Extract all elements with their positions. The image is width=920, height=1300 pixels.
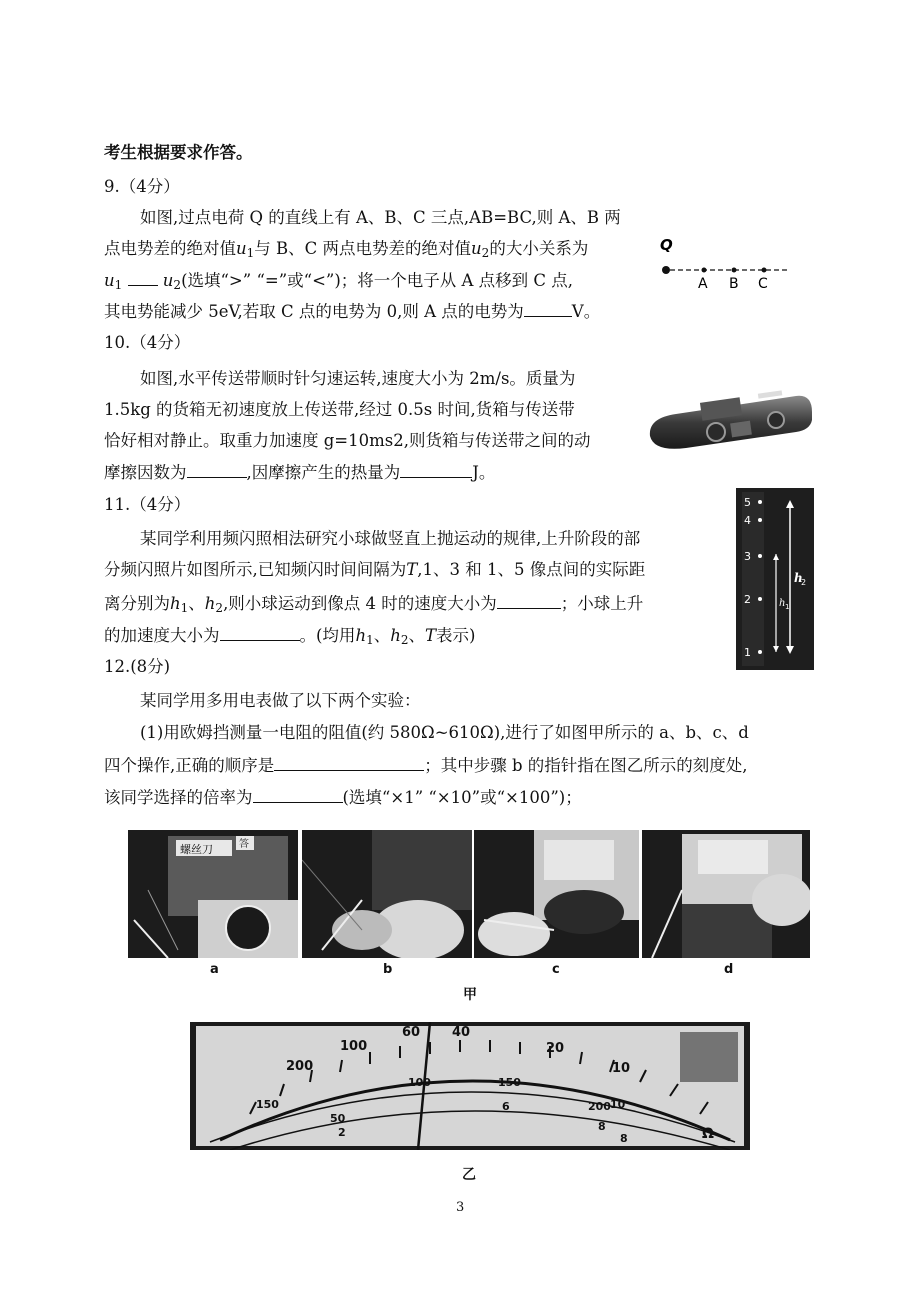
- svg-text:螺丝刀: 螺丝刀: [180, 843, 213, 856]
- photo-b: [302, 830, 472, 958]
- photo-a-caption: a: [210, 962, 219, 977]
- svg-text:20: 20: [546, 1041, 565, 1056]
- q9-line-2: 点电势差的绝对值$u_1$与 B、C 两点电势差的绝对值$u_2$的大小关系为: [104, 239, 589, 260]
- q11-line-2: 分频闪照片如图所示,已知频闪时间间隔为T,1、3 和 1、5 像点间的实际距: [104, 560, 646, 579]
- svg-text:200: 200: [588, 1100, 611, 1113]
- strobe-photo-figure: [736, 488, 814, 670]
- photo-a: [128, 830, 298, 958]
- q10-line-2: 1.5kg 的货箱无初速度放上传送带,经过 0.5s 时间,货箱与传送带: [104, 400, 575, 419]
- charge-point: [662, 266, 670, 274]
- svg-text:200: 200: [286, 1059, 314, 1074]
- q9-line-1: 如图,过点电荷 Q 的直线上有 A、B、C 三点,AB=BC,则 A、B 两: [140, 208, 621, 227]
- q11-line-3: 离分别为$h_1$、$h_2$,则小球运动到像点 4 时的速度大小为 ；小球上升: [104, 590, 643, 621]
- svg-text:2: 2: [744, 593, 751, 606]
- answer-blank[interactable]: [187, 459, 247, 478]
- figure-yi-caption: 乙: [462, 1167, 476, 1183]
- q10-line-4: 摩擦因数为 ,因摩擦产生的热量为 J。: [104, 459, 495, 486]
- photo-c-caption: c: [552, 962, 560, 977]
- svg-text:8: 8: [620, 1132, 628, 1145]
- answer-blank[interactable]: [497, 590, 561, 609]
- svg-text:2: 2: [338, 1126, 346, 1139]
- svg-text:5: 5: [744, 496, 751, 509]
- svg-text:3: 3: [744, 550, 751, 563]
- q12-line-1: 某同学用多用电表做了以下两个实验：: [140, 691, 421, 710]
- svg-text:1: 1: [785, 603, 790, 611]
- svg-text:40: 40: [452, 1025, 471, 1040]
- answer-blank[interactable]: [400, 459, 472, 478]
- q12-line-3: 四个操作,正确的顺序是 ；其中步骤 b 的指针指在图乙所示的刻度处,: [104, 752, 748, 779]
- label-c: C: [758, 276, 768, 292]
- svg-text:6: 6: [502, 1100, 510, 1113]
- svg-text:答: 答: [239, 839, 249, 850]
- q12-line-4: 该同学选择的倍率为 (选填“×1” “×10”或“×100”)；: [104, 784, 582, 811]
- answer-blank[interactable]: [274, 752, 424, 771]
- meter-scale-figure: [190, 1022, 750, 1150]
- point-b: [732, 268, 737, 273]
- q9-line-3: $u_1$ $u_2$(选填“>” “=”或“<”)；将一个电子从 A 点移到 C 点,: [104, 267, 573, 298]
- label-a: A: [698, 276, 708, 292]
- point-c: [762, 268, 767, 273]
- svg-text:50: 50: [330, 1112, 346, 1125]
- svg-text:1: 1: [744, 646, 751, 659]
- answer-blank[interactable]: [220, 622, 300, 641]
- q9-charge-figure: [652, 232, 792, 292]
- charge-label: Q: [660, 236, 673, 254]
- svg-text:10: 10: [612, 1061, 631, 1076]
- conveyor-belt-figure: [646, 386, 814, 456]
- photo-b-caption: b: [383, 962, 393, 977]
- instruction: 考生根据要求作答。: [104, 143, 253, 162]
- label-b: B: [729, 276, 739, 292]
- point-a: [702, 268, 707, 273]
- svg-text:100: 100: [340, 1039, 368, 1054]
- svg-text:10: 10: [610, 1098, 626, 1111]
- q12-line-2: (1)用欧姆挡测量一电阻的阻值(约 580Ω~610Ω),进行了如图甲所示的 a、b、c、d: [140, 723, 749, 742]
- answer-blank[interactable]: [253, 784, 343, 803]
- svg-text:Ω: Ω: [702, 1126, 714, 1142]
- q10-heading: 10.（4分）: [104, 333, 191, 352]
- svg-text:150: 150: [498, 1076, 521, 1089]
- svg-text:4: 4: [744, 514, 751, 527]
- svg-text:2: 2: [801, 578, 807, 587]
- q12-heading: 12.(8分): [104, 657, 171, 676]
- answer-blank[interactable]: [128, 267, 158, 286]
- svg-text:h: h: [779, 598, 786, 609]
- q10-line-3: 恰好相对静止。取重力加速度 g=10ms2,则货箱与传送带之间的动: [104, 431, 591, 450]
- svg-text:150: 150: [256, 1098, 279, 1111]
- q9-line-4: 其电势能减少 5eV,若取 C 点的电势为 0,则 A 点的电势为 V。: [104, 298, 600, 325]
- answer-blank[interactable]: [524, 298, 572, 317]
- q11-line-1: 某同学利用频闪照相法研究小球做竖直上抛运动的规律,上升阶段的部: [140, 529, 641, 548]
- q11-line-4: 的加速度大小为 。(均用$h_1$、$h_2$、T表示): [104, 622, 475, 653]
- figure-jia-caption: 甲: [463, 987, 477, 1003]
- q10-line-1: 如图,水平传送带顺时针匀速运转,速度大小为 2m/s。质量为: [140, 369, 576, 388]
- photo-d-caption: d: [724, 962, 734, 977]
- svg-text:8: 8: [598, 1120, 606, 1133]
- svg-text:100: 100: [408, 1076, 431, 1089]
- q11-heading: 11.（4分）: [104, 495, 191, 514]
- photo-c: [474, 830, 639, 958]
- photo-d: [642, 830, 810, 958]
- q9-heading: 9.（4分）: [104, 177, 180, 196]
- svg-text:60: 60: [402, 1025, 421, 1040]
- page-number: 3: [456, 1200, 465, 1215]
- svg-text:h: h: [794, 571, 803, 585]
